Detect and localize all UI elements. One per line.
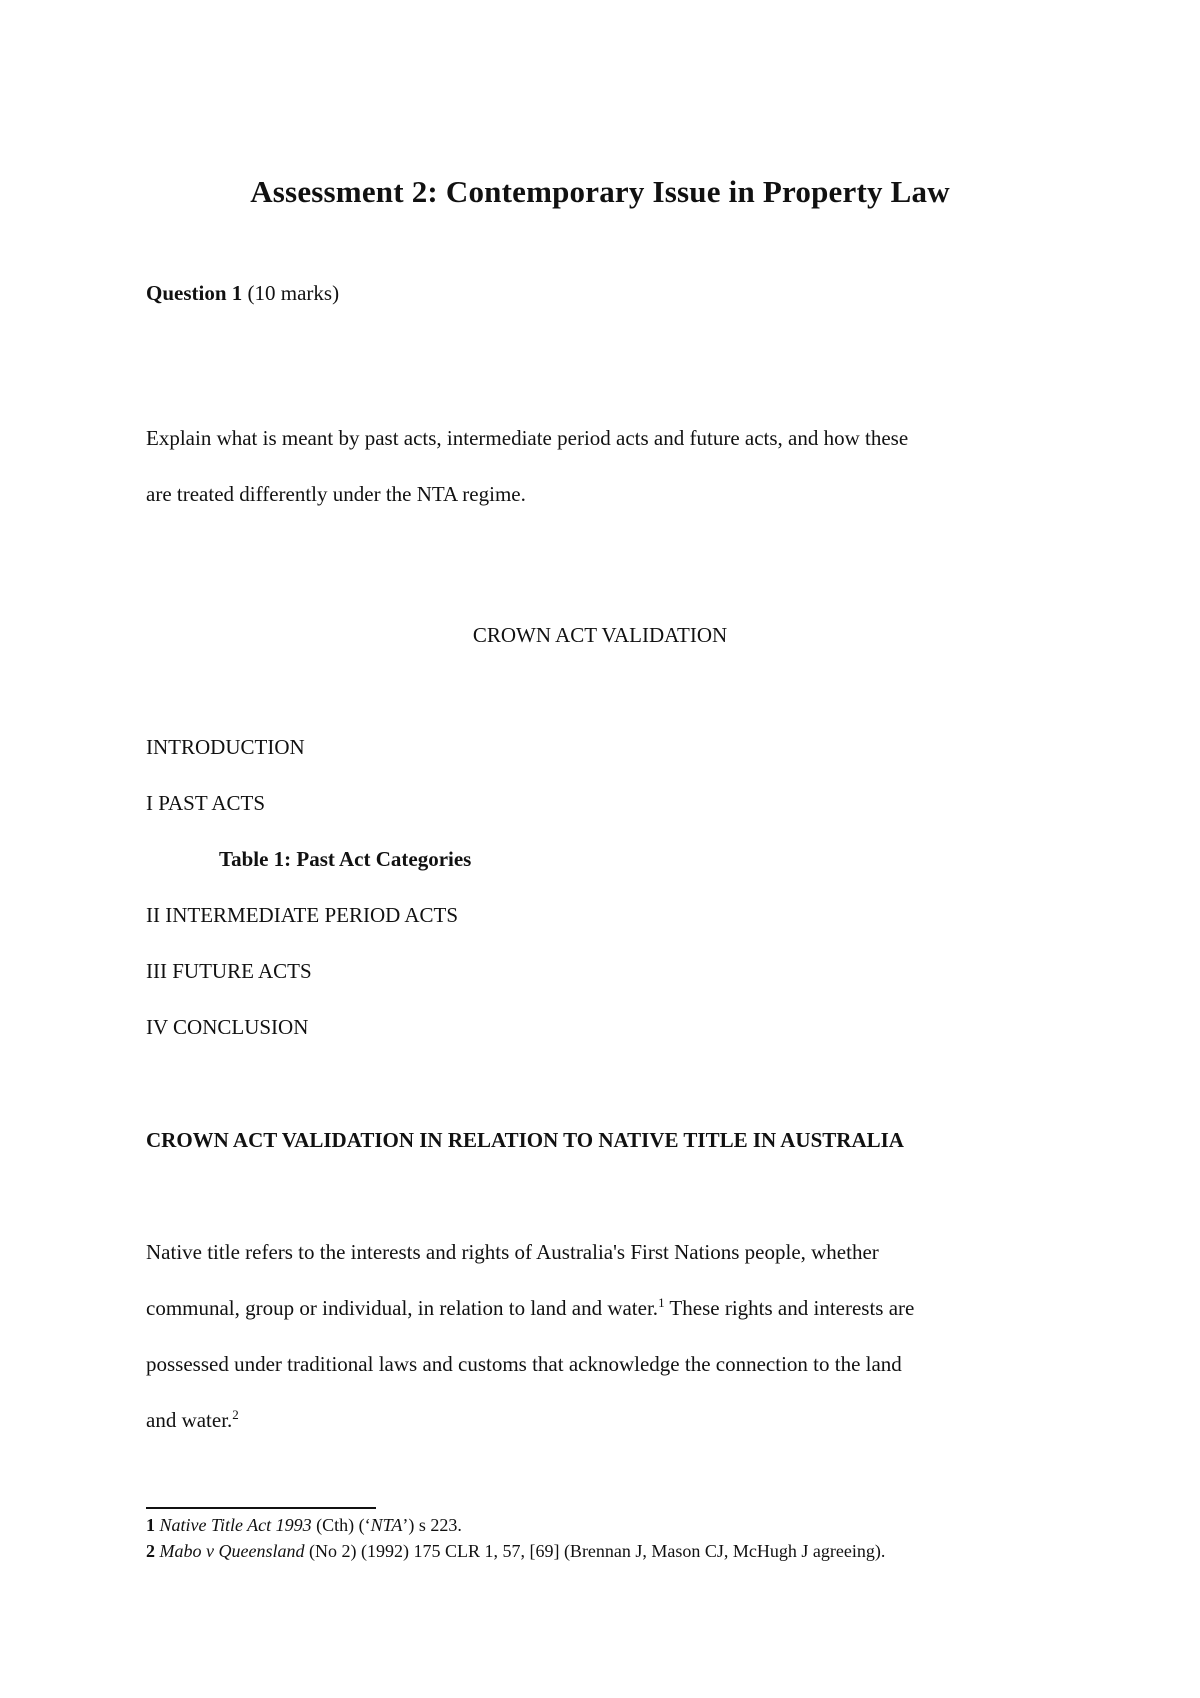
footnote-2-number: 2 (146, 1541, 155, 1561)
toc-intermediate: II INTERMEDIATE PERIOD ACTS (146, 903, 459, 927)
footnote-1 (146, 1514, 462, 1536)
footnote-2 (146, 1540, 885, 1562)
toc-conclusion: IV CONCLUSION (146, 1015, 309, 1039)
section-heading: CROWN ACT VALIDATION (472, 623, 728, 647)
paragraph-line-3: possessed under traditional laws and customs that acknowledge the connection to the land (146, 1352, 902, 1376)
footnote-1-italic-b: NTA (370, 1515, 403, 1535)
footnote-divider (146, 1507, 376, 1509)
toc-past-acts: I PAST ACTS (146, 791, 266, 815)
question-label: Question 1 (146, 281, 243, 305)
paragraph-line-4-a: and water. (146, 1408, 233, 1432)
footnote-ref-1[interactable]: 1 (658, 1295, 665, 1310)
question-line (146, 279, 339, 307)
footnote-2-italic: Mabo v Queensland (159, 1541, 305, 1561)
paragraph-line-2-a: communal, group or individual, in relation to land and water. (146, 1296, 659, 1320)
footnote-1-number: 1 (146, 1515, 155, 1535)
paragraph-line-2 (146, 1294, 914, 1322)
paragraph-line-2-b: These rights and interests are (664, 1296, 915, 1320)
paragraph-line-4 (146, 1406, 239, 1434)
toc-future: III FUTURE ACTS (146, 959, 312, 983)
toc-introduction: INTRODUCTION (146, 735, 305, 759)
question-marks: (10 marks) (247, 281, 340, 305)
footnote-1-text-a: (Cth) (‘ (311, 1515, 371, 1535)
main-heading: CROWN ACT VALIDATION IN RELATION TO NATIVE TITLE IN AUSTRALIA (146, 1128, 904, 1152)
paragraph-line-1: Native title refers to the interests and rights of Australia's First Nations people, whether (146, 1240, 879, 1264)
prompt-line-1: Explain what is meant by past acts, intermediate period acts and future acts, and how these (146, 426, 909, 450)
document-title: Assessment 2: Contemporary Issue in Property Law (250, 174, 950, 209)
footnote-1-text-b: ’) s 223. (402, 1515, 462, 1535)
footnote-2-text-a: (No 2) (1992) 175 CLR 1, 57, [69] (Brennan J, Mason CJ, McHugh J agreeing). (304, 1541, 886, 1561)
footnote-1-italic: Native Title Act 1993 (159, 1515, 312, 1535)
footnote-ref-2[interactable]: 2 (232, 1407, 239, 1422)
prompt-line-2: are treated differently under the NTA regime. (146, 482, 526, 506)
toc-table-1: Table 1: Past Act Categories (219, 847, 472, 871)
